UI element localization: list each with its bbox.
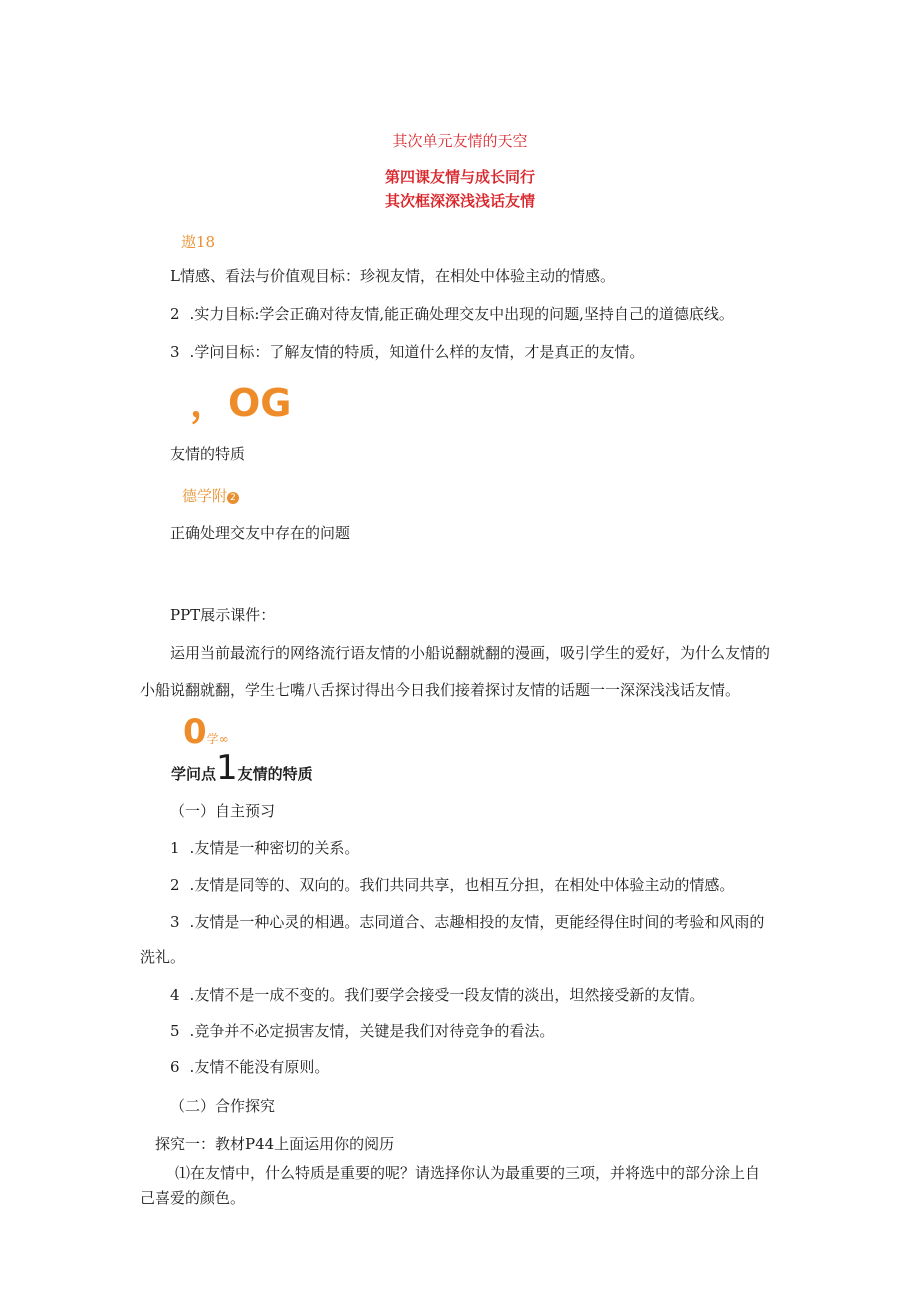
objective-item-3 (170, 342, 644, 362)
study-heading-label: 学∞ (206, 732, 229, 746)
self-study-item-3-continued: 洗礼。 (140, 948, 186, 966)
objective-item-2 (170, 304, 734, 324)
study-heading-zero: 0 (183, 712, 207, 752)
objective-2-number: 2 (170, 305, 180, 323)
self-study-item-3 (170, 912, 764, 932)
difficulty-heading (182, 486, 239, 506)
explore-one: 探究一：教材P44上面运用你的阅历 (155, 1135, 395, 1153)
intro-line-2: 小船说翻就翻，学生七嘴八舌探讨得出今日我们接着探讨友情的话题一一深深浅浅话友情。 (140, 681, 741, 699)
self-study-4-text: .友情不是一成不变的。我们要学会接受一段友情的淡出，坦然接受新的友情。 (189, 986, 705, 1004)
lesson-title: 第四课友情与成长同行 (384, 168, 535, 186)
key-point-text: 友情的特质 (170, 445, 246, 463)
objective-3-text: .学问目标：了解友情的特质，知道什么样的友情，才是真正的友情。 (189, 343, 645, 361)
objective-2-text: .实力目标:学会正确对待友情,能正确处理交友中出现的问题,坚持自己的道德底线。 (189, 305, 734, 323)
knowledge-point-prefix: 学问点 (171, 765, 217, 783)
objective-item-1 (170, 266, 615, 286)
self-study-item-2 (170, 875, 734, 895)
difficulty-heading-label: 德学附 (182, 487, 228, 505)
self-study-6-text: .友情不能没有原则。 (189, 1058, 330, 1076)
difficulty-badge: 2 (227, 492, 239, 504)
self-study-3-text: .友情是一种心灵的相遇。志同道合、志趣相投的友情，更能经得住时间的考验和风雨的 (189, 913, 765, 931)
objective-3-number: 3 (170, 343, 180, 361)
self-study-5-text: .竞争并不必定损害友情，关键是我们对待竞争的看法。 (189, 1022, 555, 1040)
cooperate-heading: （二）合作探究 (170, 1097, 276, 1115)
difficulty-text: 正确处理交友中存在的问题 (170, 524, 351, 542)
study-heading (183, 712, 229, 752)
self-study-4-number: 4 (170, 986, 180, 1004)
knowledge-point-heading (171, 748, 313, 788)
frame-title: 其次框深深浅浅话友情 (384, 192, 535, 210)
self-study-item-5 (170, 1021, 554, 1041)
knowledge-point-number: 1 (216, 748, 238, 788)
knowledge-point-title: 友情的特质 (237, 765, 313, 783)
self-study-item-6 (170, 1057, 329, 1077)
self-study-1-number: 1 (170, 839, 180, 857)
self-study-2-text: .友情是同等的、双向的。我们共同共享，也相互分担，在相处中体验主动的情感。 (189, 876, 735, 894)
self-study-3-number: 3 (170, 913, 180, 931)
self-study-2-number: 2 (170, 876, 180, 894)
self-study-1-text: .友情是一种密切的关系。 (189, 839, 360, 857)
self-study-5-number: 5 (170, 1022, 180, 1040)
unit-title: 其次单元友情的天空 (392, 132, 528, 150)
question-line-1: ⑴在友情中，什么特质是重要的呢？请选择你认为最重要的三项，并将选中的部分涂上自 (175, 1164, 761, 1182)
self-study-item-4 (170, 985, 704, 1005)
objectives-heading: 遨18 (181, 233, 216, 251)
question-line-2: 己喜爱的颜色。 (140, 1189, 246, 1207)
key-point-heading: ，OG (190, 381, 292, 425)
objective-1-text: L情感、看法与价值观目标：珍视友情，在相处中体验主动的情感。 (170, 267, 615, 285)
self-study-item-1 (170, 838, 359, 858)
self-study-heading: （一）自主预习 (170, 802, 276, 820)
intro-label: PPT展示课件： (170, 606, 276, 624)
intro-line-1: 运用当前最流行的网络流行语友情的小船说翻就翻的漫画，吸引学生的爱好，为什么友情的 (170, 644, 771, 662)
self-study-6-number: 6 (170, 1058, 180, 1076)
